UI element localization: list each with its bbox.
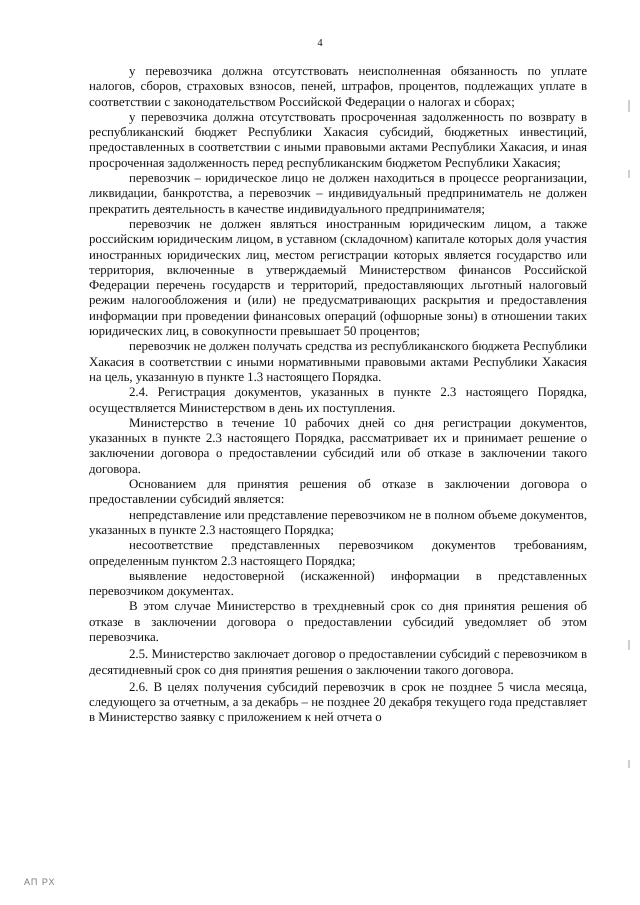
paragraph: выявление недостоверной (искаженной) информации в представленных перевозчиком документах. bbox=[89, 568, 587, 599]
paragraph: у перевозчика должна отсутствовать неисполненная обязанность по уплате налогов, сборов, страховых взносов, пеней, штрафов, процентов, подлежащих уплате в соответствии с законодательством Российской Федерации о налогах и сборах; bbox=[89, 64, 587, 109]
paragraph: 2.5. Министерство заключает договор о предоставлении субсидий с перевозчиком в десятидневный срок со дня принятия решения о заключении такого договора. bbox=[89, 647, 587, 677]
scan-edge-mark bbox=[628, 760, 630, 768]
paragraph: непредставление или представление перевозчиком не в полном объеме документов, указанных в пункте 2.3 настоящего Порядка; bbox=[89, 507, 587, 537]
paragraph: 2.6. В целях получения субсидий перевозчик в срок не позднее 5 числа месяца, следующего за отчетным, а за декабрь – не позднее 20 декабря текущего года представляет в Министерство заявку с приложением к ней отчета о bbox=[89, 679, 587, 725]
paragraph: 2.4. Регистрация документов, указанных в пункте 2.3 настоящего Порядка, осуществляется Министерством в день их поступления. bbox=[89, 385, 587, 415]
scan-edge-mark bbox=[628, 170, 630, 178]
paragraph: перевозчик не должен являться иностранным юридическим лицом, а также российским юридическим лицом, в уставном (складочном) капитале которых доля участия иностранных юридических лиц, местом регистрации которых является государство или территория, включенные в утверждаемый Министерством финансов Российской Федерации перечень государств и территорий, предоставляющих льготный налоговый режим налогообложения и (или) не предусматривающих раскрытия и предоставления информации при проведении финансовых операций (офшорные зоны) в отношении таких юридических лиц, в совокупности превышает 50 процентов; bbox=[89, 216, 587, 339]
paragraph: у перевозчика должна отсутствовать просроченная задолженность по возврату в республиканский бюджет Республики Хакасия субсидий, бюджетных инвестиций, предоставленных в соответствии с иными правовыми актами Республики Хакасия, и иная просроченная задолженность перед республиканским бюджетом Республики Хакасия; bbox=[89, 109, 587, 170]
page-number: 4 bbox=[317, 38, 323, 49]
paragraph: перевозчик не должен получать средства из республиканского бюджета Республики Хакасия в соответствии с иными нормативными правовыми актами Республики Хакасия на цель, указанную в пункте 1.3 настоящего Порядка. bbox=[89, 339, 587, 384]
paragraph: Основанием для принятия решения об отказе в заключении договора о предоставлении субсидий является: bbox=[89, 477, 587, 507]
scan-edge-mark bbox=[628, 640, 630, 650]
paragraph: перевозчик – юридическое лицо не должен находиться в процессе реорганизации, ликвидации, банкротства, а перевозчик – индивидуальный предприниматель не должен прекратить деятельность в качестве индивидуального предпринимателя; bbox=[89, 171, 587, 216]
scan-edge-mark bbox=[628, 100, 630, 112]
paragraph: В этом случае Министерство в трехдневный срок со дня принятия решения об отказе в заключении договора о предоставлении субсидий уведомляет об этом перевозчика. bbox=[89, 599, 587, 644]
paragraph: Министерство в течение 10 рабочих дней со дня регистрации документов, указанных в пункте 2.3 настоящего Порядка, рассматривает их и принимает решение о заключении договора о предоставлении субсидий или об отказе в заключении такого договора. bbox=[89, 415, 587, 476]
paragraph: несоответствие представленных перевозчиком документов требованиям, определенным пунктом 2.3 настоящего Порядка; bbox=[89, 538, 587, 568]
document-body bbox=[89, 64, 587, 726]
footer-stamp: АП РХ bbox=[24, 877, 56, 887]
